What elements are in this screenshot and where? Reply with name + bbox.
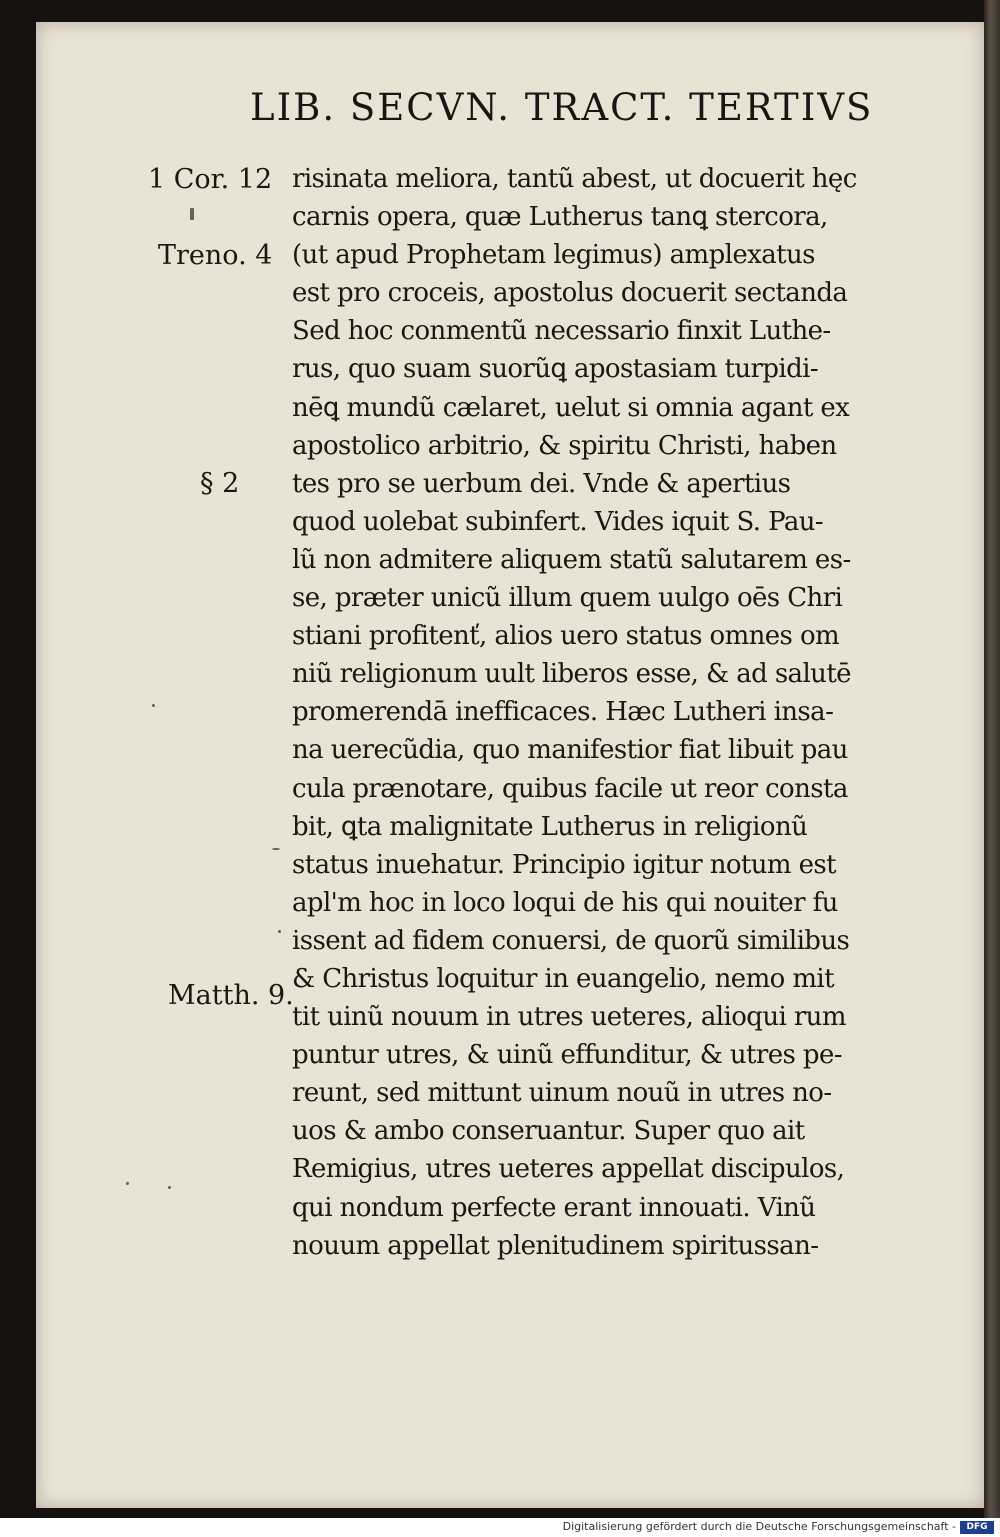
text-line: promerendā inefficaces. Hæc Lutheri insa-: [292, 697, 834, 728]
text-line: se, præter unicũ illum quem uulgo oēs Chri: [292, 583, 843, 614]
paper-speck: [272, 848, 280, 850]
dfg-logo: DFG: [960, 1521, 994, 1534]
paper-speck: [190, 208, 194, 220]
text-line: stiani profitenť, alios uero status omnes om: [292, 621, 840, 652]
text-line: tit uinũ nouum in utres ueteres, alioqui rum: [292, 1002, 846, 1033]
paper-speck: [168, 1186, 171, 1189]
margin-note-4: Matth. 9.: [168, 980, 294, 1011]
text-line: tes pro se uerbum dei. Vnde & apertius: [292, 468, 791, 499]
text-line: nouum appellat plenitudinem spiritussan-: [292, 1230, 819, 1261]
text-line: na uerecũdia, quo manifestior fiat libuit pau: [292, 735, 848, 766]
text-line: qui nondum perfecte erant innouati. Vinũ: [292, 1192, 816, 1223]
margin-note-2: Treno. 4: [158, 240, 273, 271]
text-line: rus, quo suam suorũꝗ apostasiam turpidi-: [292, 354, 819, 385]
text-line: est pro croceis, apostolus docuerit sectanda: [292, 278, 848, 309]
text-line: & Christus loquitur in euangelio, nemo mit: [292, 963, 834, 994]
footer-credit: Digitalisierung gefördert durch die Deutsche Forschungsgemeinschaft -: [562, 1520, 956, 1533]
margin-note-3: § 2: [200, 468, 240, 499]
book-edge: [984, 0, 1000, 1518]
text-line: carnis opera, quæ Lutherus tanꝗ stercora,: [292, 202, 828, 233]
text-line: issent ad fidem conuersi, de quorũ similibus: [292, 925, 850, 956]
paper-speck: [152, 704, 155, 707]
text-line: lũ non admitere aliquem statũ salutarem es-: [292, 544, 851, 575]
text-line: niũ religionum uult liberos esse, & ad salutē: [292, 659, 851, 690]
text-line: Sed hoc conmentũ necessario finxit Luthe-: [292, 316, 831, 347]
text-line: apostolico arbitrio, & spiritu Christi, haben: [292, 430, 837, 461]
text-line: apl'm hoc in loco loqui de his qui nouiter fu: [292, 887, 838, 918]
digitization-footer: [0, 1518, 1000, 1537]
running-header: LIB. SECVN. TRACT. TERTIVS: [250, 86, 874, 129]
text-line: (ut apud Prophetam legimus) amplexatus: [292, 240, 815, 271]
text-line: risinata meliora, tantũ abest, ut docuerit hęc: [292, 164, 857, 194]
text-line: quod uolebat subinfert. Vides iquit S. Pau-: [292, 506, 824, 537]
text-line: uos & ambo conseruantur. Super quo ait: [292, 1116, 805, 1147]
text-line: cula prænotare, quibus facile ut reor consta: [292, 773, 848, 804]
paper-speck: [126, 1182, 129, 1185]
text-line: reunt, sed mittunt uinum nouũ in utres no-: [292, 1078, 832, 1109]
margin-note-1: 1 Cor. 12: [148, 164, 273, 195]
text-line: nēꝗ mundũ cælaret, uelut si omnia agant ex: [292, 392, 850, 423]
body-text: [292, 160, 942, 1265]
text-line: bit, ꝗta malignitate Lutherus in religionũ: [292, 811, 808, 842]
paper-speck: [278, 930, 281, 933]
text-line: puntur utres, & uinũ effunditur, & utres pe-: [292, 1040, 842, 1071]
text-line: status inuehatur. Principio igitur notum est: [292, 849, 837, 880]
text-line: Remigius, utres ueteres appellat discipulos,: [292, 1154, 845, 1185]
